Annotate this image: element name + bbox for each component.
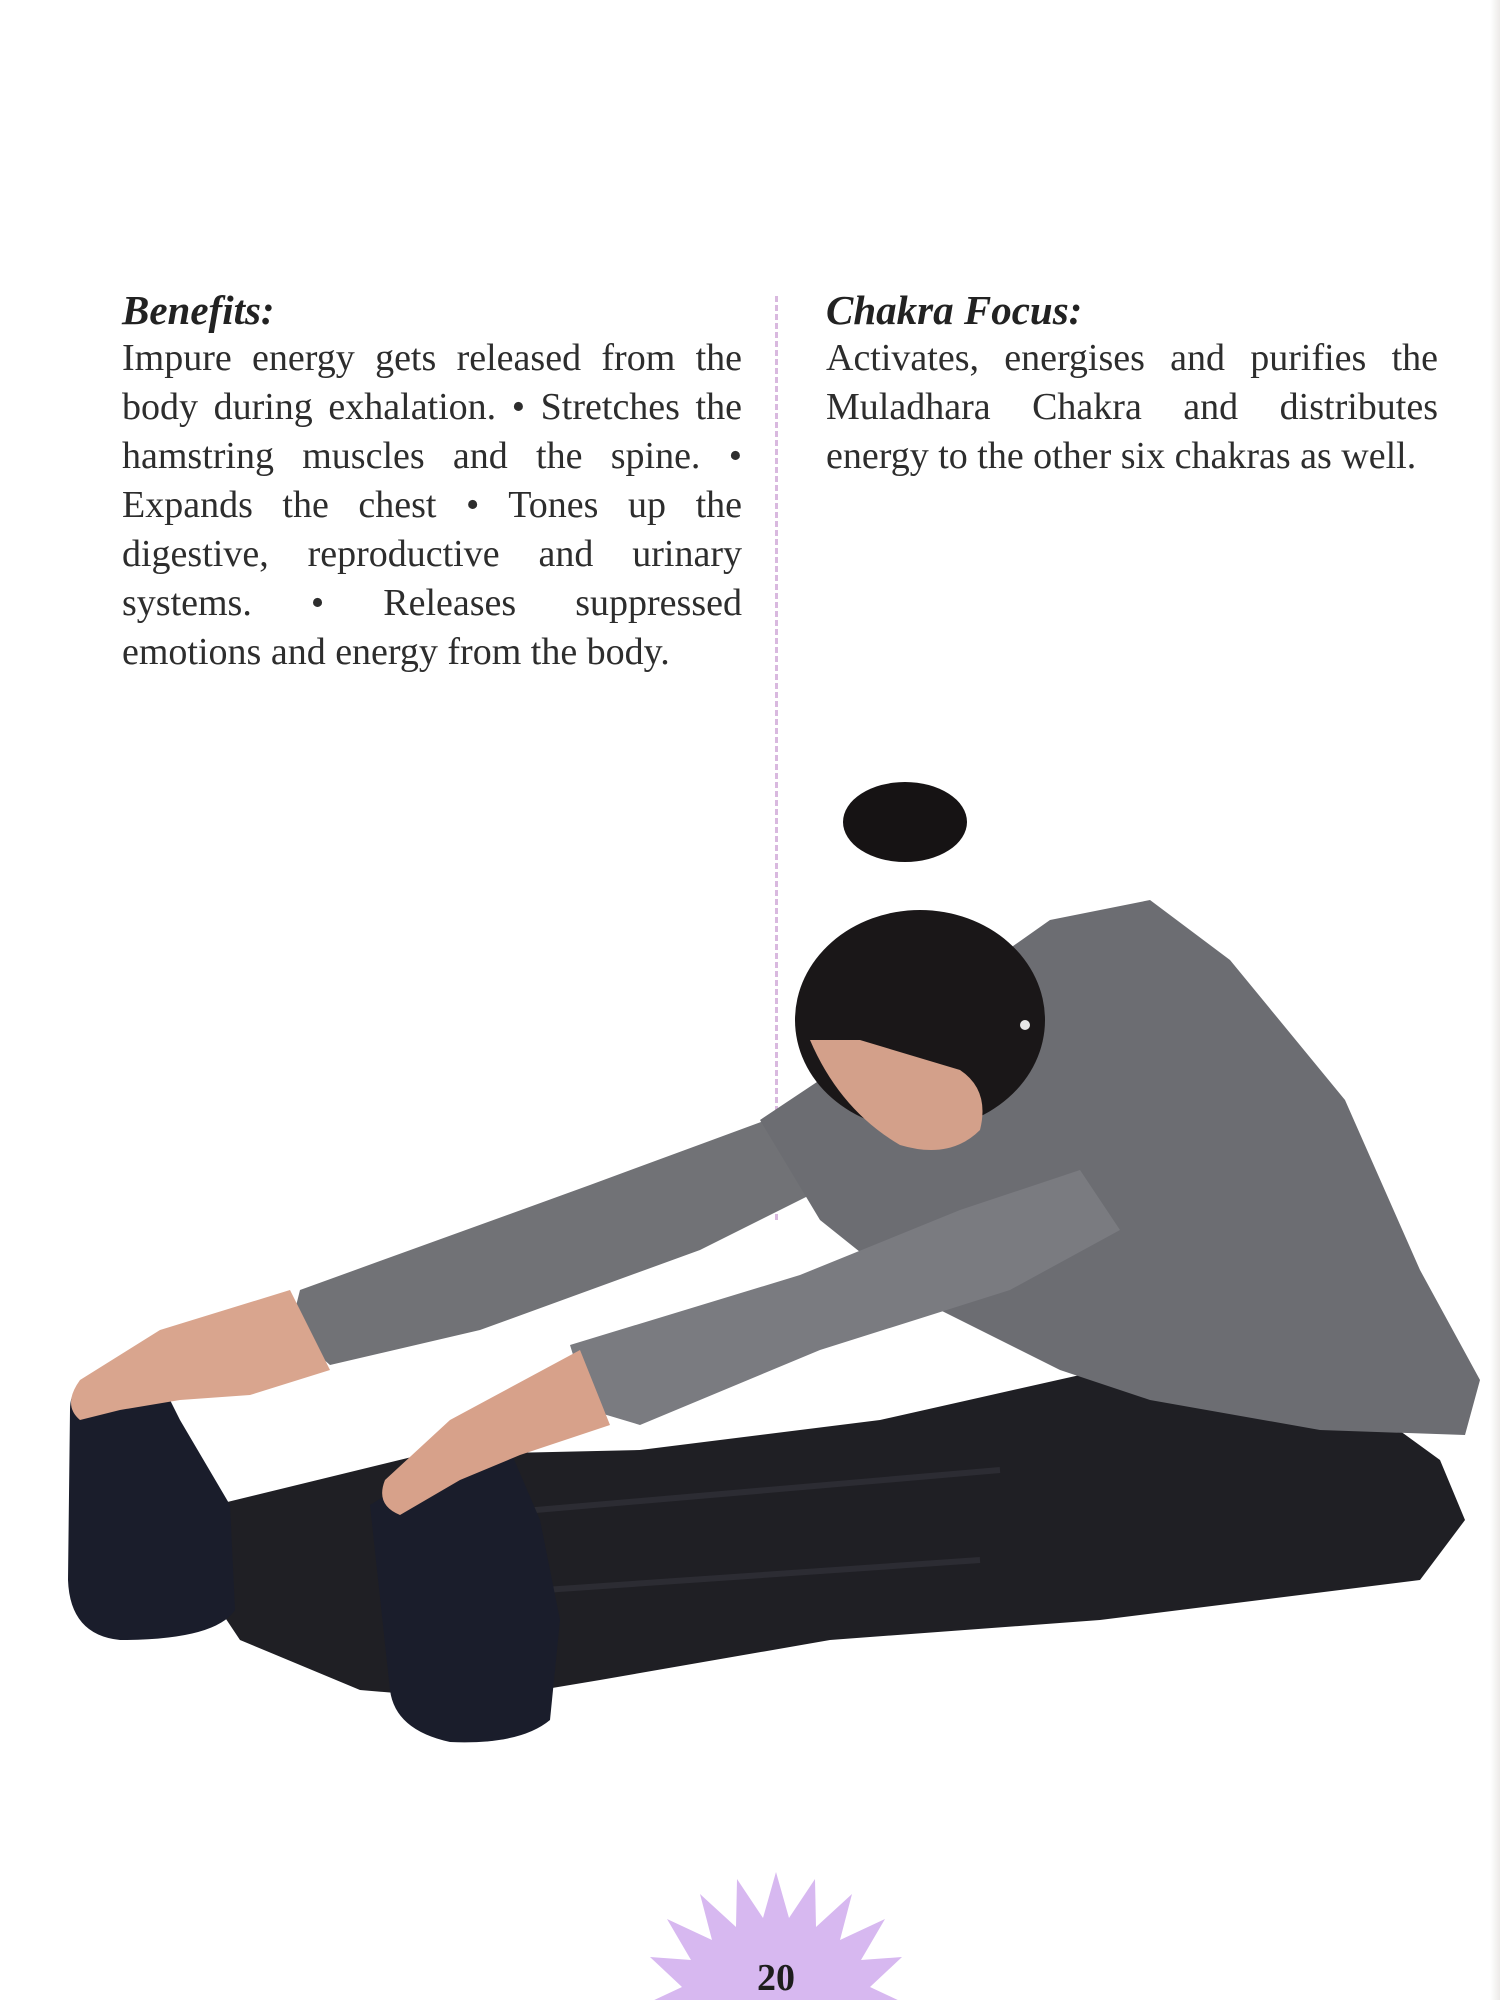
page-number: 20 bbox=[757, 1957, 795, 1999]
page-number-badge bbox=[650, 1872, 902, 2000]
chakra-focus-heading: Chakra Focus: bbox=[826, 287, 1083, 333]
benefits-section bbox=[122, 286, 742, 677]
benefits-text: Impure energy gets released from the body during exhalation. • Stretches the hamstring muscles and the spine. • Expands the chest • Tones up the digestive, reproductive and urinary systems. • Releases suppressed emotions and energy from the body. bbox=[122, 337, 742, 673]
left-hand bbox=[71, 1290, 330, 1420]
chakra-focus-section bbox=[826, 286, 1438, 481]
hair-bun bbox=[843, 782, 967, 862]
seated-forward-bend-photo bbox=[0, 760, 1500, 1770]
chakra-focus-text: Activates, energises and purifies the Muladhara Chakra and distributes energy to the other six chakras as well. bbox=[826, 337, 1438, 477]
benefits-heading: Benefits: bbox=[122, 287, 275, 333]
earring bbox=[1020, 1020, 1030, 1030]
